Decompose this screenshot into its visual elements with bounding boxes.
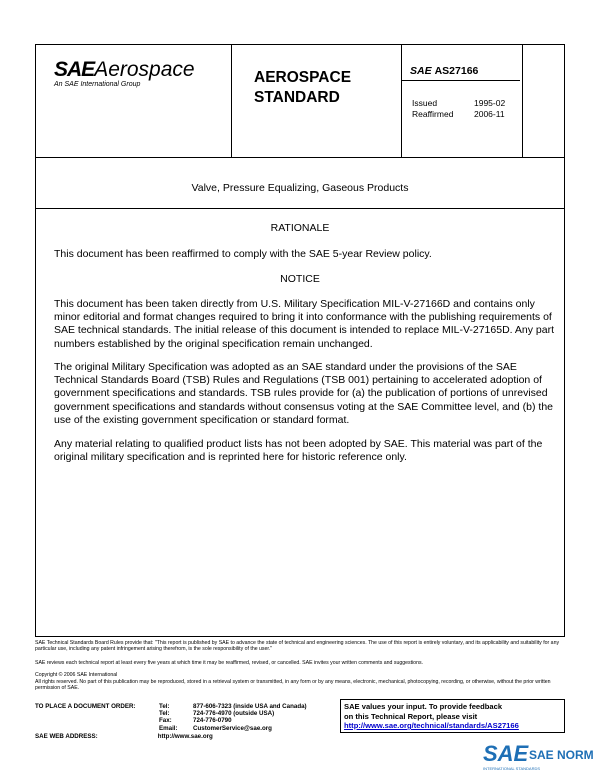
notice-paragraph-2: The original Military Specification was adopted as an SAE standard under the provisions of the SAE Technical Standards Board (TSB) Rules and Regulations (TSB 001) pertaining to accelerated adoption of government specifications and standards. TSB rules provide for (a) the publication of portions of unrevised government specifications and standards without consensus voting at the SAE Committee level, and (b) the use of the existing government specification or standard format. (54, 361, 554, 426)
title-divider (36, 208, 564, 209)
watermark-text: SAE NORM (529, 748, 594, 762)
notice-heading: NOTICE (280, 273, 320, 285)
header-divider (36, 157, 564, 158)
web-address-row: SAE WEB ADDRESS: http://www.sae.org (35, 733, 213, 740)
web-address-link[interactable]: http://www.sae.org (157, 733, 213, 740)
sae-aerospace-logo: SAEAerospace An SAE International Group (54, 58, 195, 88)
standard-type: AEROSPACE STANDARD (254, 69, 352, 106)
phone-inside-usa[interactable]: 877-606-7323 (inside USA and Canada) (193, 703, 307, 710)
notice-paragraph-1: This document has been taken directly from U.S. Military Specification MIL-V-27166D and contains only minor editorial and format changes required to bring it into conformance with the publishing requirements of SAE technical standards. The initial release of this document is intended to replace MIL-V-27165D. Any part numbers established by the original specification remain unchanged. (54, 298, 555, 350)
footer-copyright: Copyright © 2006 SAE International (35, 672, 118, 678)
document-number: SAE AS27166 (410, 65, 479, 77)
footer-policy-2: SAE reviews each technical report at least every five years at which time it may be reaffirmed, revised, or cancelled. SAE invites your written comments and suggestions. (35, 660, 423, 666)
header-col-divider-1 (231, 45, 232, 157)
footer-rights: All rights reserved. No part of this publication may be reproduced, stored in a retrieval system or transmitted, in any form or by any means, electronic, mechanical, photocopying, recording, or otherwise, without the prior written permission of SAE. (35, 679, 551, 692)
logo-subtitle: An SAE International Group (54, 81, 141, 88)
notice-paragraph-3: Any material relating to qualified product lists has not been adopted by SAE. This material was part of the original military specification and is reprinted here for historic reference only. (54, 438, 543, 464)
document-title: Valve, Pressure Equalizing, Gaseous Products (191, 182, 409, 194)
phone-outside-usa[interactable]: 724-776-4970 (outside USA) (193, 710, 275, 718)
watermark-subtext: INTERNATIONAL STANDARDS (483, 766, 541, 771)
watermark-sae-glyph: SAE (483, 741, 529, 766)
rationale-heading: RATIONALE (270, 222, 330, 234)
feedback-box: SAE values your input. To provide feedback on this Technical Report, please visit http://www.sae.org/technical/standards/AS27166 (340, 699, 565, 733)
header-col-divider-2 (401, 45, 402, 157)
fax-number: 724-776-0790 (193, 717, 232, 725)
issue-dates: Issued 1995-02 Reaffirmed 2006-11 (412, 98, 506, 119)
header-col-divider-3 (522, 45, 523, 157)
feedback-link[interactable]: http://www.sae.org/technical/standards/AS27166 (344, 721, 519, 730)
sae-norm-watermark (483, 739, 594, 778)
document-frame (35, 44, 565, 637)
footer-policy-1: SAE Technical Standards Board Rules provide that: "This report is published by SAE to advance the state of technical and engineering sciences. The use of this report is entirely voluntary, and its applicability and suitability for any particular use, including any patent infringement arising therefrom, is the sole responsibility of the user." (35, 640, 560, 653)
docno-divider (401, 80, 520, 81)
email-link[interactable]: CustomerService@sae.org (193, 724, 272, 732)
order-contact-block: TO PLACE A DOCUMENT ORDER: Tel: 877-606-7323 (inside USA and Canada) Tel: 724-776-4970 (outside USA) Fax: 724-776-0790 Email: CustomerService@sae.org (35, 703, 307, 732)
rationale-text: This document has been reaffirmed to comply with the SAE 5-year Review policy. (54, 248, 432, 260)
